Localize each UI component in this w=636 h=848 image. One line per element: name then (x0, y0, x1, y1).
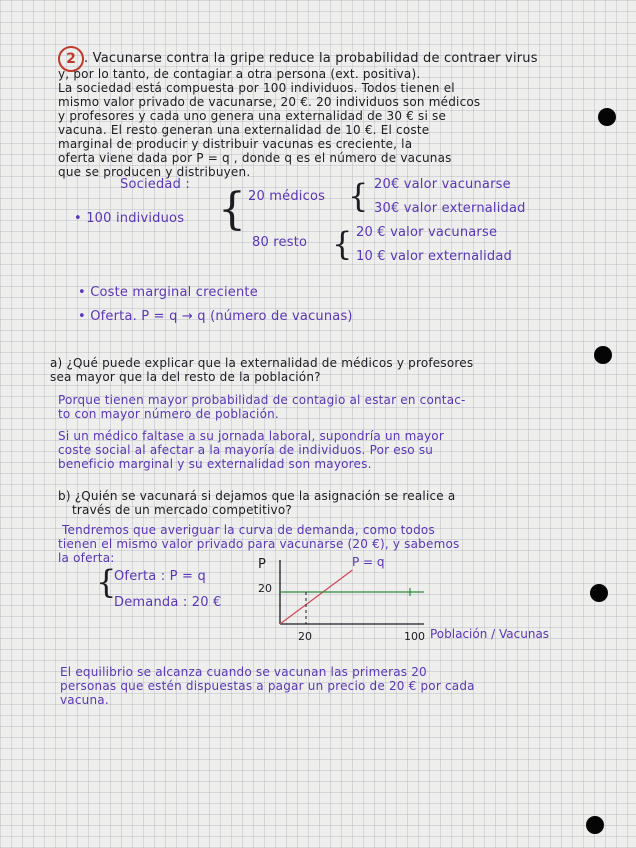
y-axis-label: P (258, 557, 266, 572)
sociedad-label: Sociedad : (120, 177, 190, 192)
y-tick-label: 20 (258, 582, 272, 595)
statement-line: La sociedad está compuesta por 100 individuos. Todos tienen el (58, 81, 455, 95)
oferta-summary: • Oferta. P = q → q (número de vacunas) (78, 309, 353, 324)
answer-line: Si un médico faltase a su jornada laboral, supondría un mayor (58, 429, 444, 443)
problem-number: 2 (58, 46, 84, 72)
statement-line: marginal de producir y distribuir vacunas es creciente, la (58, 137, 413, 151)
statement-line: y, por lo tanto, de contagiar a otra persona (ext. positiva). (58, 67, 421, 81)
system-oferta: Oferta : P = q (114, 569, 206, 584)
answer-line: to con mayor número de población. (58, 407, 279, 421)
x-axis-label: Población / Vacunas (430, 627, 550, 641)
supply-line (280, 570, 353, 624)
brace: { (96, 563, 117, 601)
statement-line: y profesores y cada uno genera una externalidad de 30 € si se (58, 109, 447, 123)
question-line: sea mayor que la del resto de la población? (50, 370, 321, 384)
individuos: • 100 individuos (74, 211, 185, 226)
medicos-externalidad: 30€ valor externalidad (374, 201, 526, 216)
statement-line: oferta viene dada por P = q , donde q es el número de vacunas (58, 151, 452, 165)
statement-line: vacuna. El resto generan una externalidad de 10 €. El coste (58, 123, 430, 137)
resto-valor: 20 € valor vacunarse (356, 225, 498, 240)
system-demanda: Demanda : 20 € (114, 595, 222, 610)
resto-externalidad: 10 € valor externalidad (356, 249, 512, 264)
statement-line: mismo valor privado de vacunarse, 20 €. 20 individuos son médicos (58, 95, 481, 109)
resto: 80 resto (252, 235, 308, 250)
answer-line: Porque tienen mayor probabilidad de contagio al estar en contac- (58, 393, 466, 407)
answer-line: coste social al afectar a la mayoría de individuos. Por eso su (58, 443, 434, 457)
x-tick-label: 100 (404, 630, 425, 643)
question-line: a) ¿Qué puede explicar que la externalidad de médicos y profesores (50, 356, 474, 370)
brace: { (332, 225, 353, 263)
statement-line: que se producen y distribuyen. (58, 165, 251, 179)
conclusion-line: El equilibrio se alcanza cuando se vacunan las primeras 20 (60, 665, 427, 679)
answer-line: beneficio marginal y su externalidad son mayores. (58, 457, 372, 471)
answer-line: tienen el mismo valor privado para vacunarse (20 €), y sabemos (58, 537, 460, 551)
answer-line: Tendremos que averiguar la curva de demanda, como todos (62, 523, 435, 537)
conclusion-line: vacuna. (60, 693, 109, 707)
statement-line: . Vacunarse contra la gripe reduce la probabilidad de contraer virus (84, 51, 538, 66)
coste-marginal: • Coste marginal creciente (78, 285, 258, 300)
conclusion-line: personas que estén dispuestas a pagar un precio de 20 € por cada (60, 679, 475, 693)
answer-line: la oferta: (58, 551, 115, 565)
medicos: 20 médicos (248, 189, 326, 204)
brace: { (218, 184, 246, 235)
brace: { (348, 177, 369, 215)
x-tick-label: 20 (298, 630, 312, 643)
question-line: través de un mercado competitivo? (72, 503, 292, 517)
question-line: b) ¿Quién se vacunará si dejamos que la asignación se realice a (58, 489, 456, 503)
supply-label: P = q (352, 555, 385, 569)
medicos-valor: 20€ valor vacunarse (374, 177, 511, 192)
